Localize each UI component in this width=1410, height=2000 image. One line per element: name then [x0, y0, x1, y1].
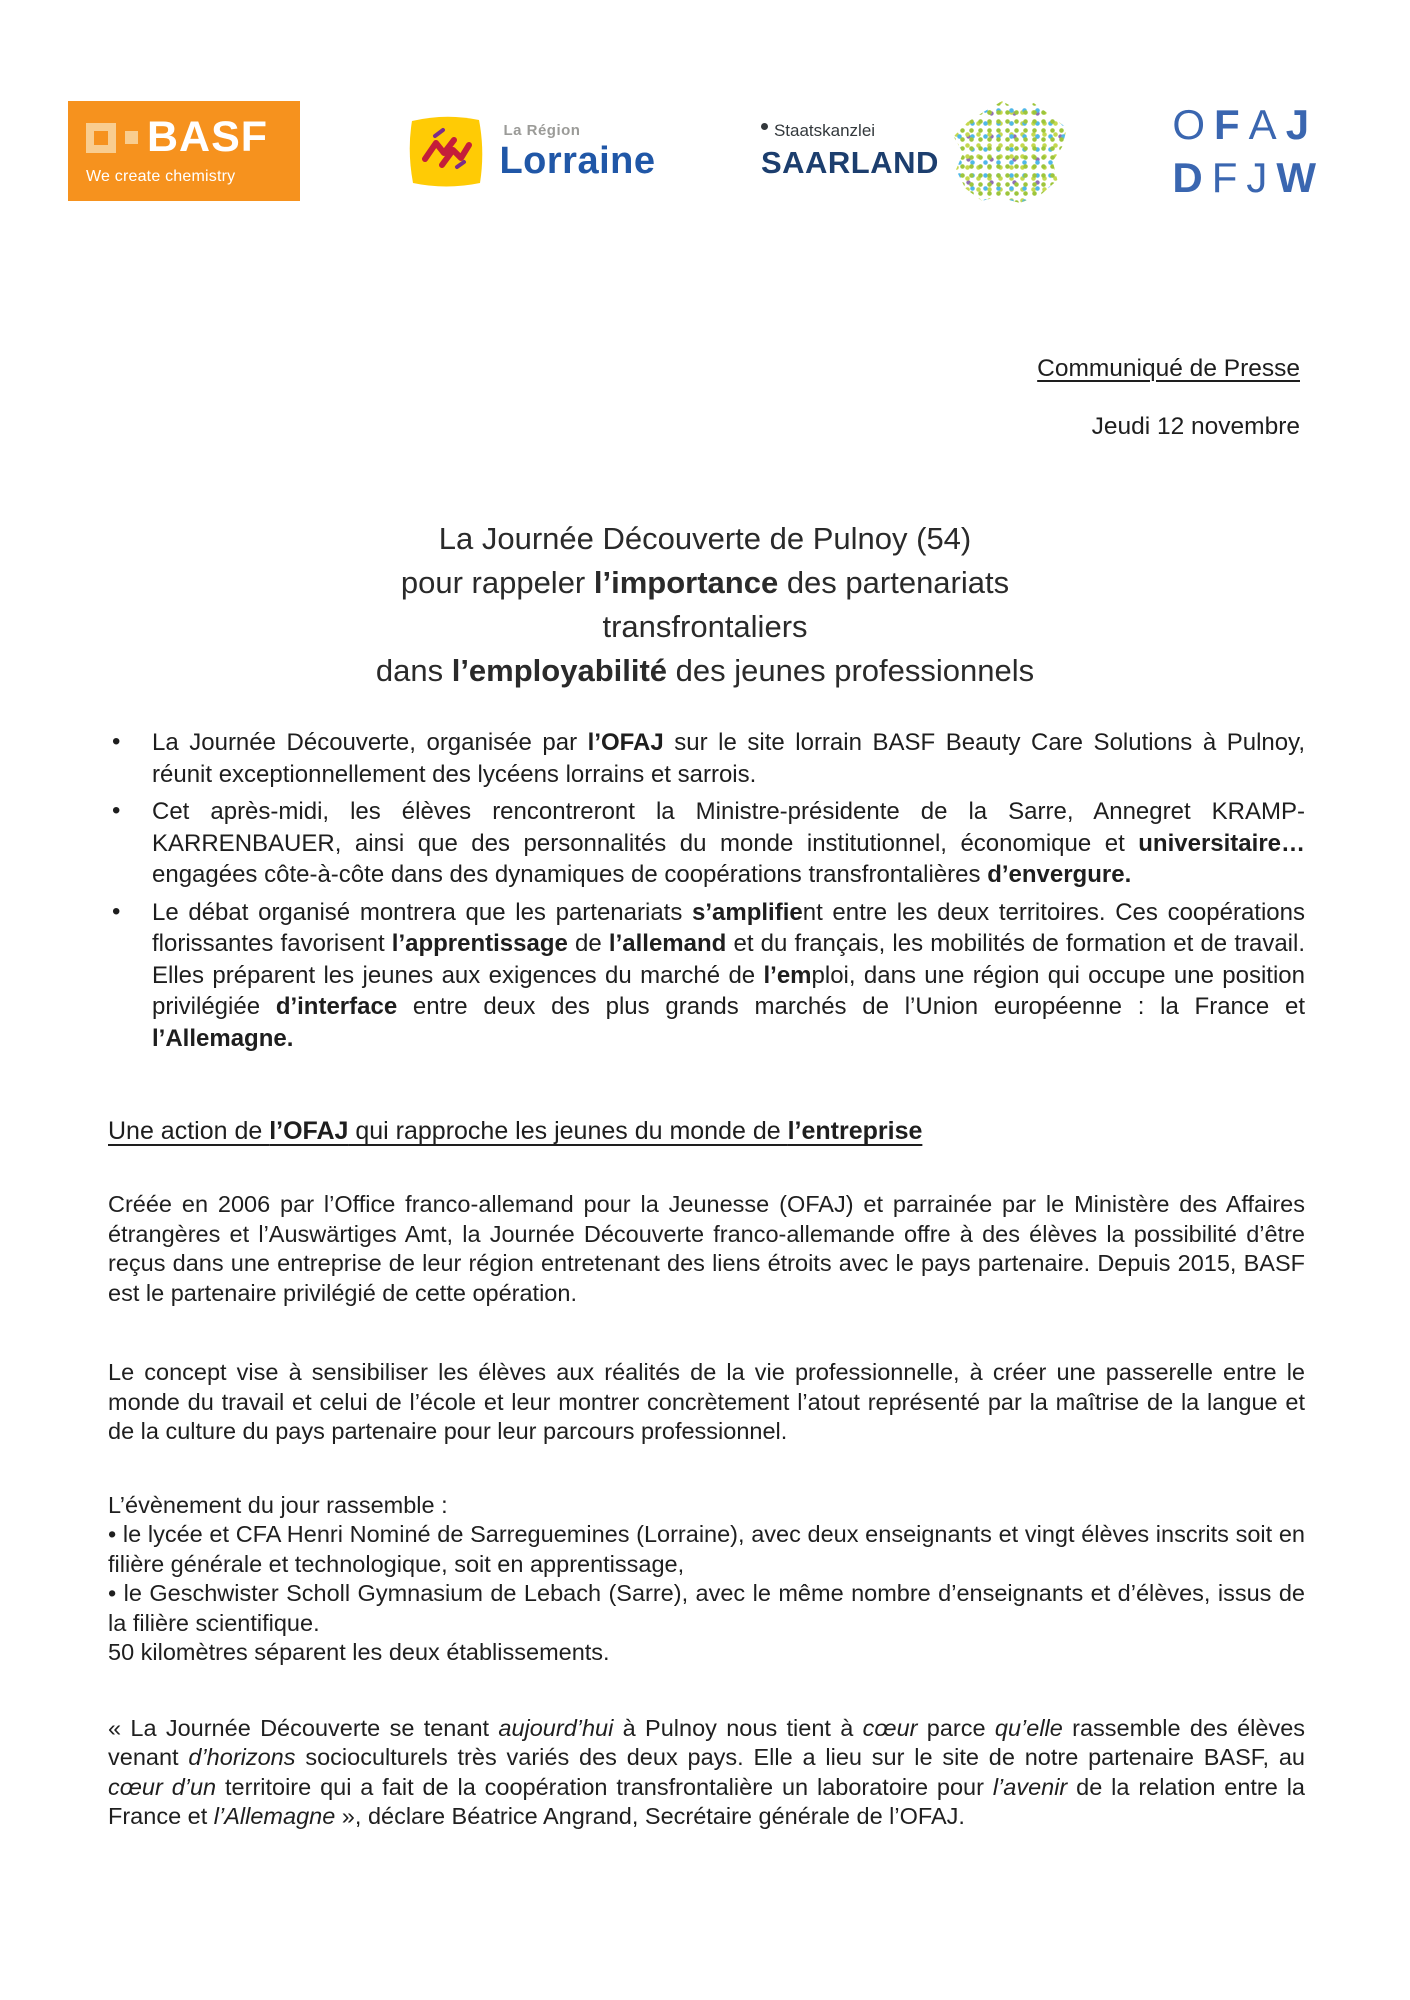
page-title: [120, 517, 1290, 693]
basf-mark: [86, 113, 300, 161]
paragraph-origins: Créée en 2006 par l’Office franco-allemand pour la Jeunesse (OFAJ) et parrainée par le Ministère des Affaires étrangères et l’Auswärtiges Amt, la Journée Découverte franco-allemande offre à des élèves la possibilité d’être reçus dans une entreprise de leur région entretenant des liens étroits avec le pays partenaire. Depuis 2015, BASF est le partenaire privilégié de cette opération.: [108, 1191, 1305, 1306]
lorraine-emblem-icon: [405, 112, 487, 190]
saarland-wordmark: SAARLAND: [760, 145, 939, 180]
document-type: [108, 355, 1300, 383]
title-line-4: dans l’employabilité des jeunes professionnels: [375, 653, 1035, 688]
lorraine-logo: [405, 112, 655, 190]
events-item-2: • le Geschwister Scholl Gymnasium de Lebach (Sarre), avec le même nombre d’enseignants et d’élèves, issus de la filière scientifique.: [108, 1580, 1305, 1636]
document-meta: [108, 355, 1300, 441]
title-line-2: pour rappeler l’importance des partenariats: [400, 565, 1010, 600]
ofaj-dfjw-logo: [1172, 100, 1325, 201]
section-heading: Une action de l’OFAJ qui rapproche les jeunes du monde de l’entreprise: [108, 1117, 923, 1145]
lorraine-region-label: La Région: [503, 121, 581, 139]
logo-row: [68, 95, 1325, 207]
saarland-text: [761, 121, 939, 181]
paragraph-concept: Le concept vise à sensibiliser les élèves aux réalités de la vie professionnelle, à créer une passerelle entre le monde du travail et celui de l’école et leur montrer concrètement l’atout représenté par la maîtrise de la langue et de la culture du pays partenaire pour leur parcours professionnel.: [108, 1359, 1305, 1444]
dfjw-wordmark: D F J W: [1172, 153, 1316, 201]
basf-tagline: We create chemistry: [86, 168, 236, 185]
saarland-dot-icon: [761, 123, 768, 130]
saarland-department-label: Staatskanzlei: [773, 121, 876, 140]
event-participants-block: [108, 1491, 1305, 1668]
summary-bullet-list: [108, 727, 1305, 1054]
events-intro: L’évènement du jour rassemble :: [108, 1491, 448, 1518]
saarland-dotted-map-icon: [949, 99, 1067, 203]
title-line-1: La Journée Découverte de Pulnoy (54): [438, 521, 972, 556]
saarland-department: [761, 121, 939, 141]
summary-bullet: • La Journée Découverte, organisée par l’OFAJ sur le site lorrain BASF Beauty Care Solutions à Pulnoy, réunit exceptionnellement des lycéens lorrains et sarrois.: [108, 727, 1305, 790]
saarland-logo: [761, 99, 1067, 203]
basf-logo: [68, 101, 300, 201]
events-item-1: • le lycée et CFA Henri Nominé de Sarreguemines (Lorraine), avec deux enseignants et vingt élèves inscrits soit en filière générale et technologique, soit en apprentissage,: [108, 1521, 1305, 1577]
ofaj-wordmark: O F A J: [1172, 100, 1310, 148]
lorraine-text: [499, 123, 655, 180]
summary-bullet: • Cet après-midi, les élèves rencontreront la Ministre-présidente de la Sarre, Annegret KRAMP-KARRENBAUER, ainsi que des personnalités du monde institutionnel, économique et universitaire… engagées côte-à-côte dans des dynamiques de coopérations transfrontalières d’envergure.: [108, 796, 1305, 891]
title-line-3: transfrontaliers: [602, 609, 808, 644]
document-type-label: Communiqué de Presse: [1037, 355, 1300, 382]
basf-outline-square-icon: [86, 123, 116, 153]
quote-paragraph: « La Journée Découverte se tenant aujourd’hui à Pulnoy nous tient à cœur parce qu’elle rassemble des élèves venant d’horizons socioculturels très variés des deux pays. Elle a lieu sur le site de notre partenaire BASF, au cœur d’un territoire qui a fait de la coopération transfrontalière un laboratoire pour l’avenir de la relation entre la France et l’Allemagne », déclare Béatrice Angrand, Secrétaire générale de l’OFAJ.: [108, 1714, 1306, 1829]
events-distance: 50 kilomètres séparent les deux établissements.: [108, 1639, 610, 1665]
lorraine-wordmark: Lorraine: [499, 139, 656, 182]
document-date: Jeudi 12 novembre: [1091, 413, 1300, 440]
basf-solid-square-icon: [125, 131, 138, 144]
basf-wordmark: BASF: [147, 113, 269, 161]
summary-bullet: • Le débat organisé montrera que les partenariats s’amplifient entre les deux territoires. Ces coopérations florissantes favorisent l’apprentissage de l’allemand et du français, les mobilités de formation et de travail. Elles préparent les jeunes aux exigences du marché de l’emploi, dans une région qui occupe une position privilégiée d’interface entre deux des plus grands marchés de l’Union européenne : la France et l’Allemagne.: [108, 897, 1305, 1055]
